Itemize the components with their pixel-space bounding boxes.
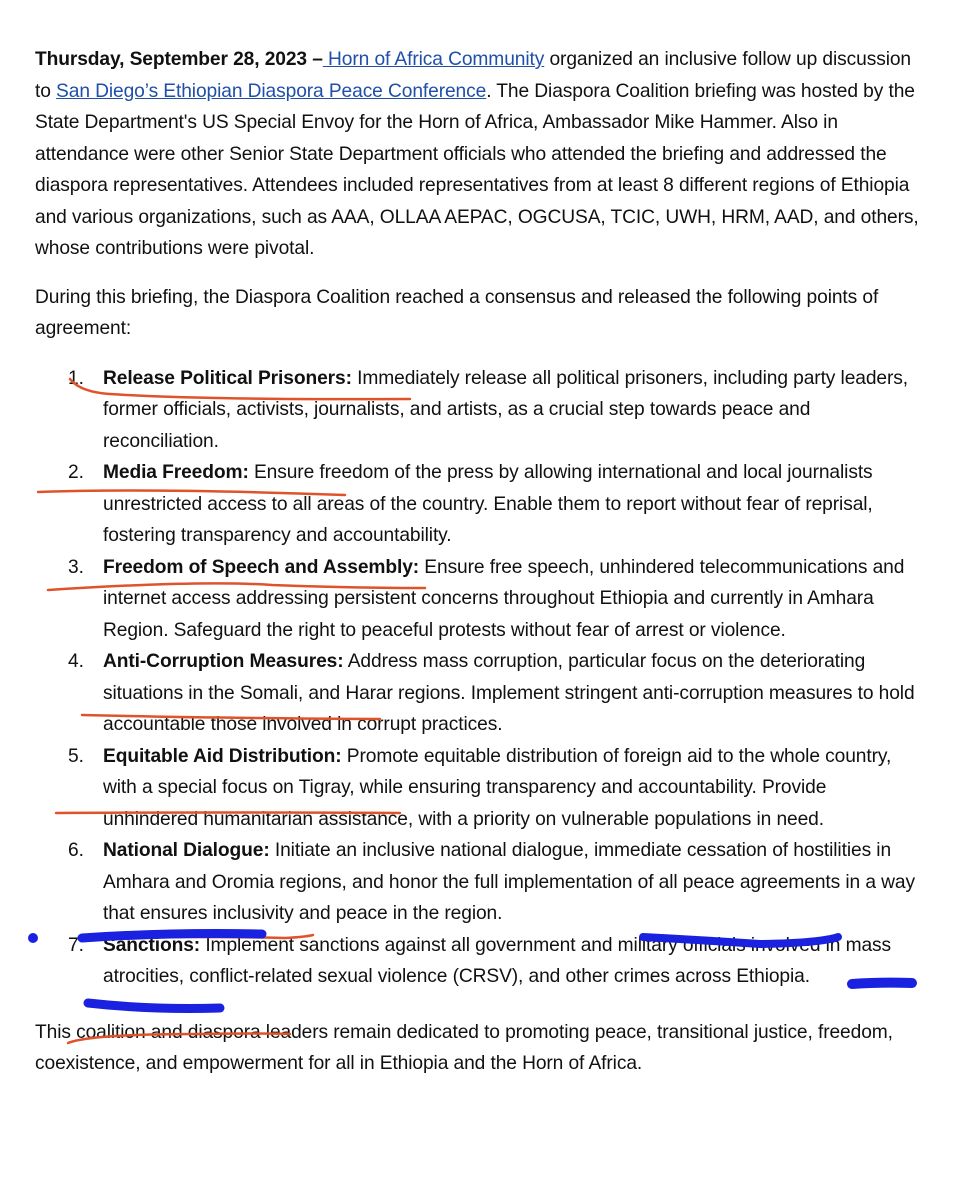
item-title: Sanctions:: [103, 934, 201, 956]
item-text: Ensure free speech, unhindered telecommunications and internet access addressing persistent concerns throughout Ethiopia and currently in Amhara Region. Safeguard the right to peaceful protests without fear of arrest or violence.: [103, 556, 905, 641]
item-text: Implement sanctions against all government and military officials involved in mass atrocities, conflict-related sexual violence (CRSV), and other crimes across Ethiopia.: [103, 934, 892, 987]
closing-paragraph: This coalition and diaspora leaders remain dedicated to promoting peace, transitional justice, freedom, coexistence, and empowerment for all in Ethiopia and the Horn of Africa.: [35, 1021, 893, 1074]
list-item: [35, 457, 925, 552]
item-text: Immediately release all political prisoners, including party leaders, former officials, activists, journalists, and artists, as a crucial step towards peace and reconciliation.: [103, 367, 908, 452]
list-item: [35, 930, 925, 993]
list-item: [35, 835, 925, 930]
item-title: Release Political Prisoners:: [103, 367, 352, 389]
item-text: Address mass corruption, particular focus on the deteriorating situations in the Somali, and Harar regions. Implement stringent anti-corruption measures to hold accountable those involved in corrupt practices.: [103, 651, 915, 735]
document-page: [35, 44, 925, 1080]
item-number: 3.: [68, 556, 84, 578]
list-item: [35, 741, 925, 836]
list-item: [35, 363, 925, 458]
intro-text: organized an inclusive follow up discussion to: [35, 49, 912, 102]
intro-text-rest: . The Diaspora Coalition briefing was hosted by the State Department's US Special Envoy for the Horn of Africa, Ambassador Mike Hammer. Also in attendance were other Senior State Department officials who attended the briefing and addressed the diaspora representatives. Attendees included representatives from at least 8 different regions of Ethiopia and various organizations, such as AAA, OLLAA AEPAC, OGCUSA, TCIC, UWH, HRM, AAD, and others, whose contributions were pivotal.: [35, 80, 919, 259]
lead-in-paragraph: During this briefing, the Diaspora Coalition reached a consensus and released the following points of agreement:: [35, 286, 879, 339]
item-title: Anti-Corruption Measures:: [103, 651, 344, 672]
item-number: 2.: [68, 462, 84, 483]
item-number: 7.: [68, 934, 84, 956]
item-number: 5.: [68, 745, 84, 767]
item-title: Media Freedom:: [103, 462, 249, 483]
item-number: 6.: [68, 840, 84, 861]
item-text: Promote equitable distribution of foreign aid to the whole country, with a special focus on Tigray, while ensuring transparency and accountability. Provide unhindered humanitarian assistance, with a priority on vulnerable populations in need.: [103, 745, 892, 830]
horn-of-africa-community-link[interactable]: Horn of Africa Community: [322, 49, 545, 70]
item-title: Freedom of Speech and Assembly:: [103, 556, 420, 578]
item-number: 1.: [68, 367, 84, 389]
agreement-points-list: [35, 363, 925, 993]
list-item: [35, 552, 925, 647]
date-heading: Thursday, September 28, 2023 –: [35, 49, 323, 70]
item-text: Ensure freedom of the press by allowing international and local journalists unrestricted access to all areas of the country. Enable them to report without fear of reprisal, fostering transparency and accountability.: [103, 462, 873, 546]
list-item: [35, 646, 925, 741]
item-title: National Dialogue:: [103, 840, 270, 861]
peace-conference-link[interactable]: San Diego’s Ethiopian Diaspora Peace Conference: [56, 80, 487, 102]
item-number: 4.: [68, 651, 84, 672]
intro-paragraph: [35, 44, 925, 265]
item-text: Initiate an inclusive national dialogue, immediate cessation of hostilities in Amhara and Oromia regions, and honor the full implementation of all peace agreements in a way that ensures inclusivity and peace in the region.: [103, 840, 915, 924]
item-title: Equitable Aid Distribution:: [103, 745, 342, 767]
